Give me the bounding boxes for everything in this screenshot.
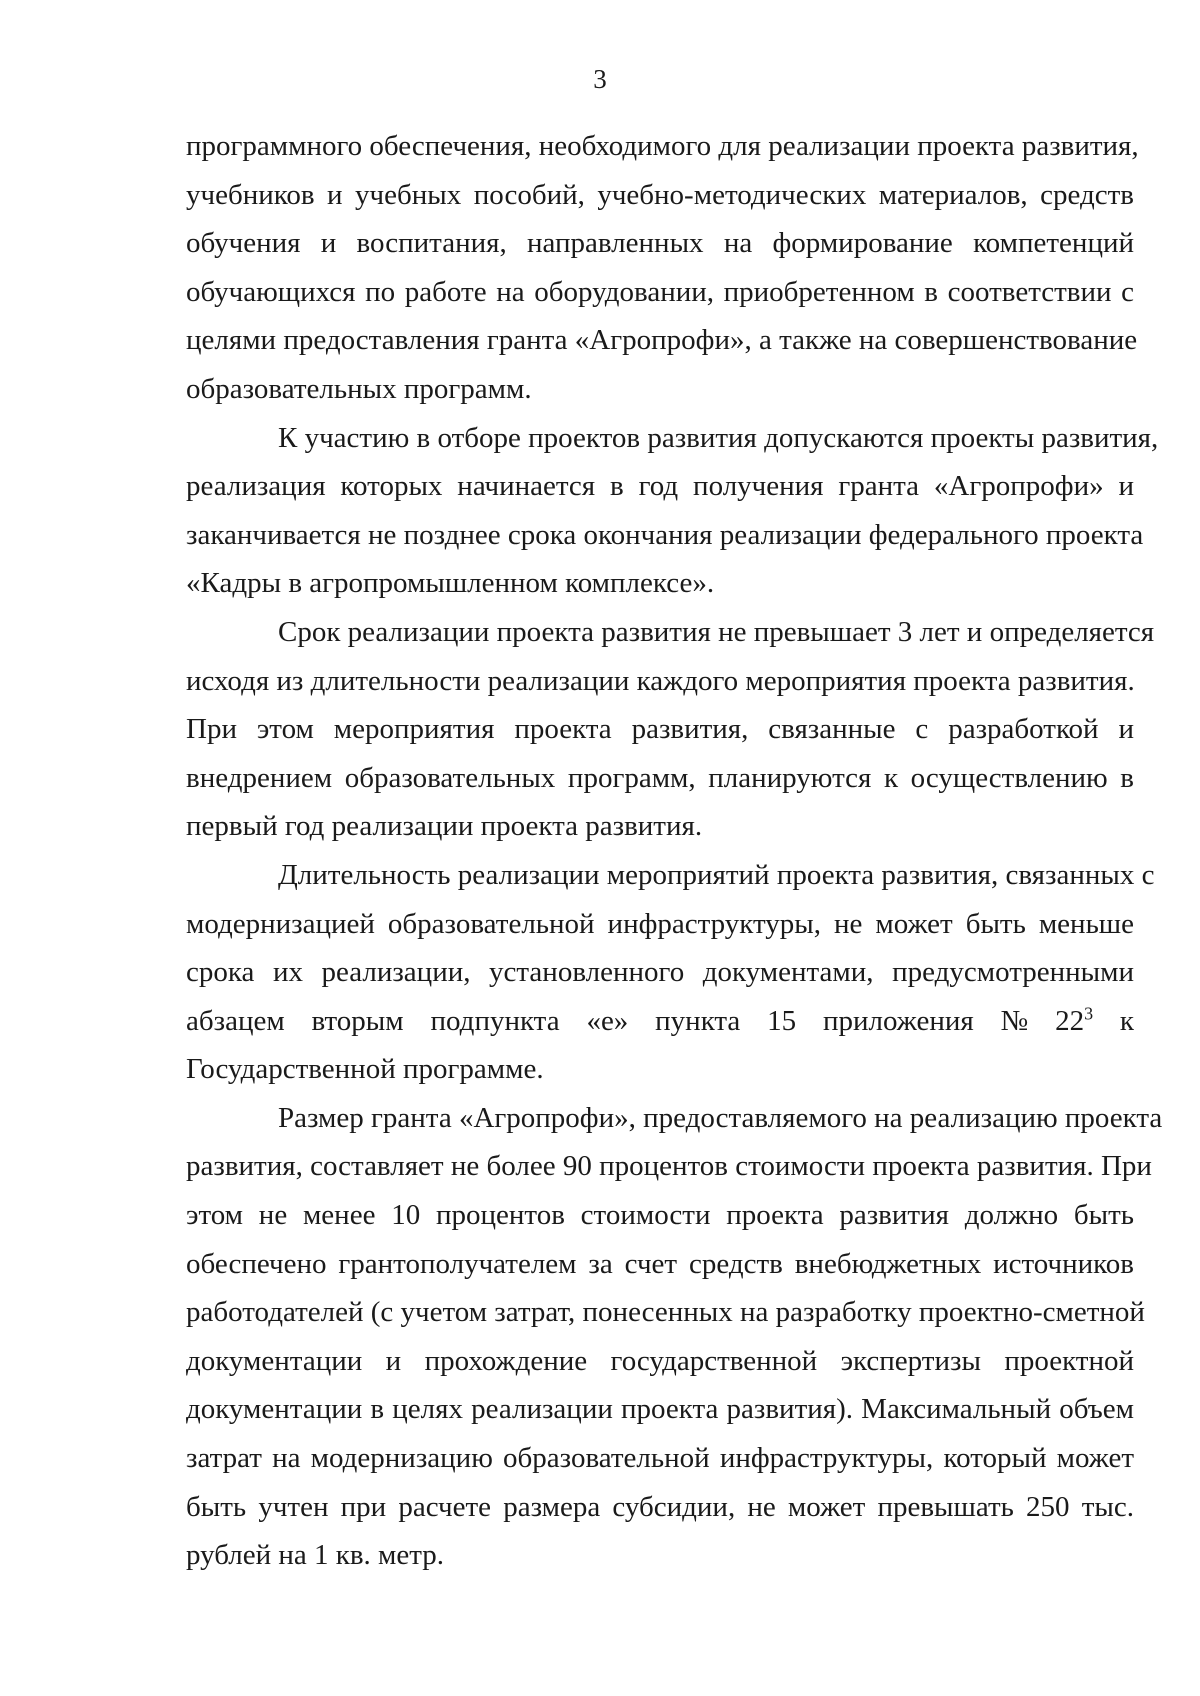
paragraph-line: рублей на 1 кв. метр.	[186, 1539, 445, 1572]
paragraph-line: быть учтен при расчете размера субсидии, не может превышать 250 тыс.	[186, 1490, 1134, 1523]
paragraph-5	[186, 1094, 1163, 1580]
page-number: 3	[593, 64, 607, 94]
paragraph-line: К участию в отборе проектов развития допускаются проекты развития,	[278, 421, 1159, 454]
paragraph-line: развития, составляет не более 90 процентов стоимости проекта развития. При	[186, 1150, 1152, 1183]
paragraph-line: документации и прохождение государственной экспертизы проектной	[186, 1344, 1134, 1377]
paragraph-line: Длительность реализации мероприятий проекта развития, связанных с	[278, 858, 1155, 891]
paragraph-line: заканчивается не позднее срока окончания реализации федерального проекта	[186, 518, 1144, 551]
paragraph-line: исходя из длительности реализации каждого мероприятия проекта развития.	[186, 664, 1135, 697]
paragraph-line: обеспечено грантополучателем за счет средств внебюджетных источников	[186, 1247, 1134, 1280]
paragraph-line: обучающихся по работе на оборудовании, приобретенном в соответствии с	[186, 275, 1134, 308]
paragraph-line: Срок реализации проекта развития не превышает 3 лет и определяется	[278, 615, 1155, 648]
paragraph-line: Государственной программе.	[186, 1053, 544, 1086]
paragraph-line: работодателей (с учетом затрат, понесенных на разработку проектно-сметной	[186, 1296, 1145, 1329]
paragraph-3	[186, 608, 1155, 851]
ref-word: приложения	[823, 1004, 974, 1037]
ref-word: к	[1119, 1004, 1134, 1037]
paragraph-line: модернизацией образовательной инфраструктуры, не может быть меньше	[186, 907, 1134, 940]
ref-word: вторым	[311, 1004, 404, 1037]
paragraph-line: учебников и учебных пособий, учебно-методических материалов, средств	[186, 178, 1134, 211]
paragraph-line: программного обеспечения, необходимого для реализации проекта развития,	[186, 130, 1139, 162]
ref-word: 15	[767, 1004, 797, 1037]
paragraph-line: образовательных программ.	[186, 372, 532, 405]
paragraph-line: реализация которых начинается в год получения гранта «Агропрофи» и	[186, 470, 1134, 503]
ref-word: абзацем	[186, 1004, 285, 1037]
paragraph-line: Размер гранта «Агропрофи», предоставляемого на реализацию проекта	[278, 1101, 1163, 1134]
paragraph-line: первый год реализации проекта развития.	[186, 810, 703, 843]
appendix-number-base: 22	[1055, 1004, 1085, 1037]
paragraph-4	[186, 851, 1155, 1094]
paragraph-line: срока их реализации, установленного документами, предусмотренными	[186, 956, 1134, 989]
ref-word: пункта	[655, 1004, 741, 1037]
ref-word: №	[1000, 1004, 1029, 1037]
document-body	[186, 122, 1163, 1580]
paragraph-line: «Кадры в агропромышленном комплексе».	[186, 567, 715, 600]
paragraph-line: этом не менее 10 процентов стоимости проекта развития должно быть	[186, 1199, 1134, 1232]
paragraph-line: документации в целях реализации проекта развития). Максимальный объем	[186, 1393, 1134, 1426]
appendix-number	[1055, 997, 1093, 1046]
ref-word: «е»	[586, 1004, 629, 1037]
paragraph-1	[186, 122, 1139, 414]
paragraph-line: обучения и воспитания, направленных на формирование компетенций	[186, 227, 1134, 260]
ref-word: подпункта	[430, 1004, 560, 1037]
paragraph-line: внедрением образовательных программ, планируются к осуществлению в	[186, 761, 1134, 794]
reference-line	[186, 997, 1134, 1046]
paragraph-line: При этом мероприятия проекта развития, связанные с разработкой и	[186, 713, 1134, 746]
paragraph-line: целями предоставления гранта «Агропрофи», а также на совершенствование	[186, 324, 1138, 357]
appendix-number-superscript: 3	[1084, 1003, 1094, 1024]
paragraph-2	[186, 414, 1159, 608]
paragraph-line: затрат на модернизацию образовательной инфраструктуры, который может	[186, 1442, 1134, 1475]
